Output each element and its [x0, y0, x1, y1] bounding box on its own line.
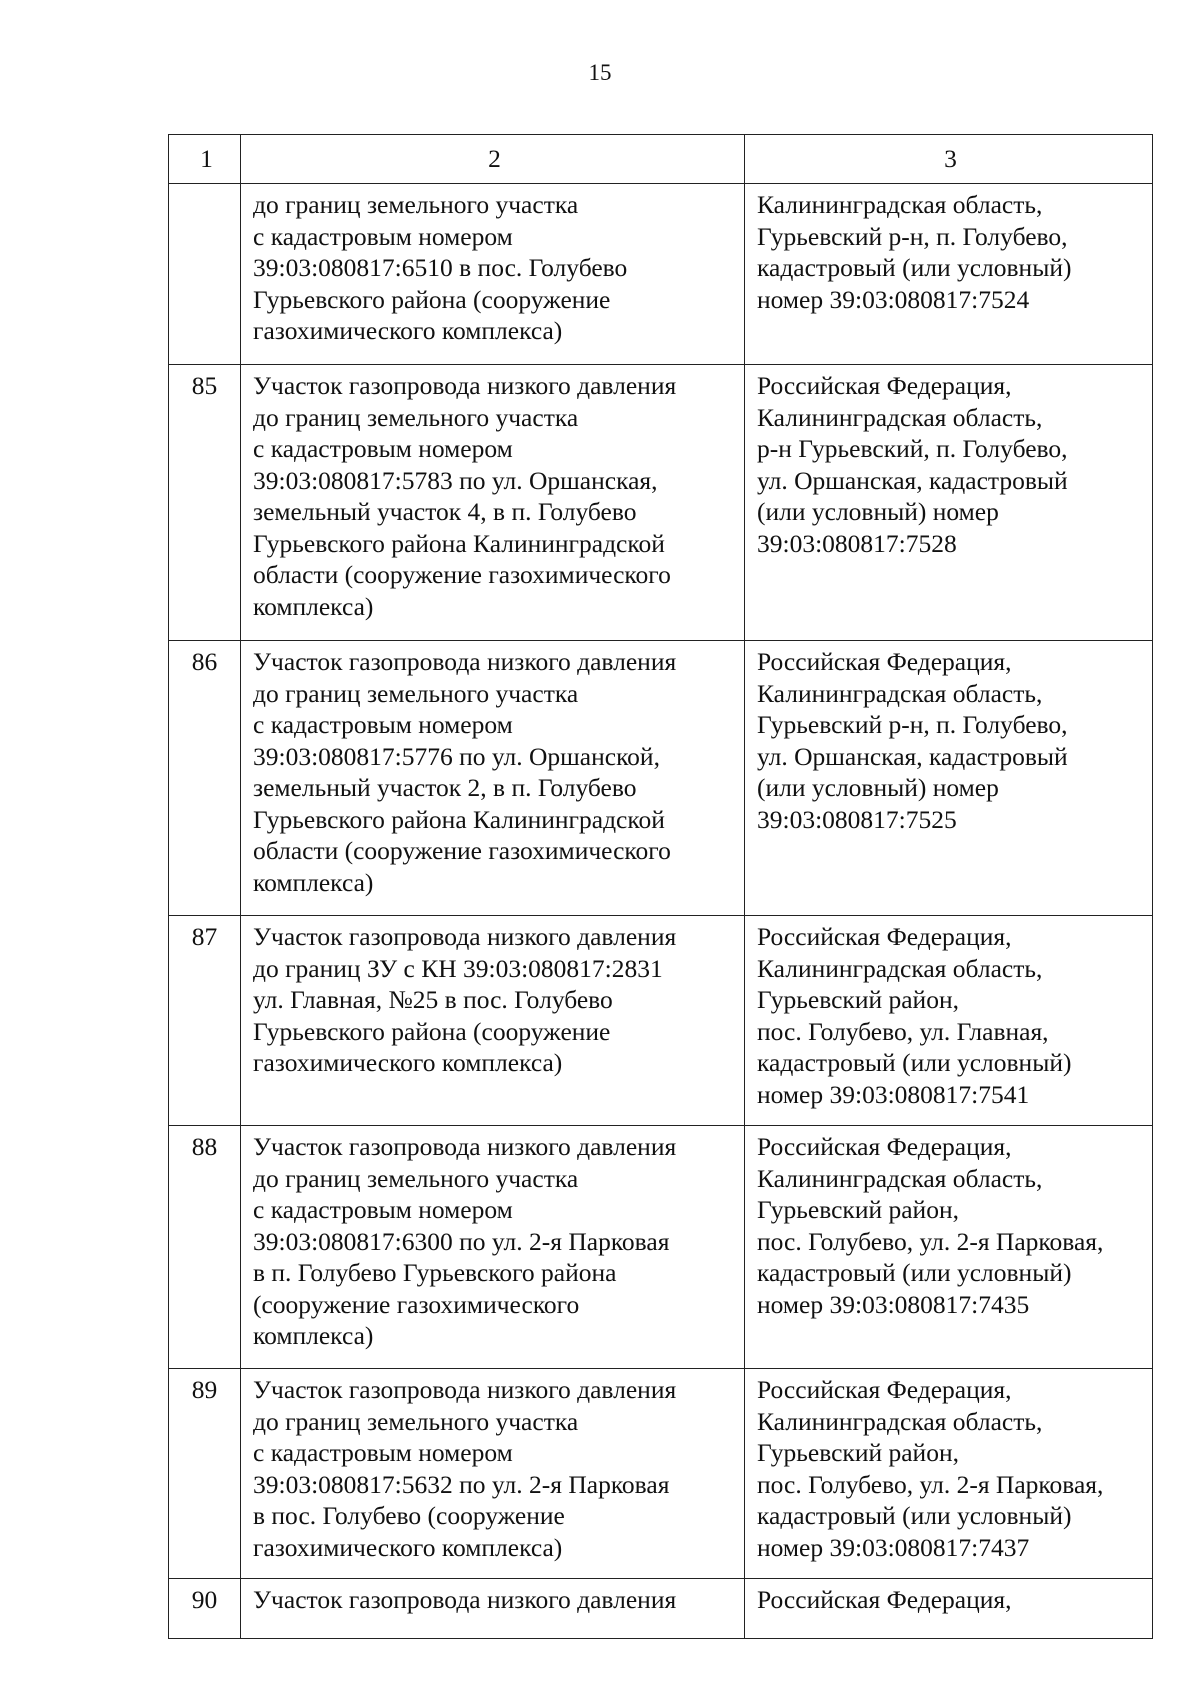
- page-number: 15: [588, 60, 612, 85]
- object-description: Участок газопровода низкого давления: [241, 1579, 745, 1639]
- table-header-row: [169, 135, 1153, 184]
- object-description: до границ земельного участка с кадастровым номером 39:03:080817:6510 в пос. Голубево Гурьевского района (сооружение газохимического комплекса): [241, 184, 745, 365]
- row-number: 85: [169, 365, 241, 641]
- object-description: Участок газопровода низкого давления до границ ЗУ с КН 39:03:080817:2831 ул. Главная, №25 в пос. Голубево Гурьевского района (сооружение газохимического комплекса): [241, 916, 745, 1126]
- table-row: [169, 184, 1153, 365]
- object-address: Российская Федерация, Калининградская область, р-н Гурьевский, п. Голубево, ул. Оршанская, кадастровый (или условный) номер 39:03:080817:7528: [745, 365, 1153, 641]
- object-address: Российская Федерация, Калининградская область, Гурьевский р-н, п. Голубево, ул. Оршанская, кадастровый (или условный) номер 39:03:080817:7525: [745, 641, 1153, 916]
- object-description: Участок газопровода низкого давления до границ земельного участка с кадастровым номером 39:03:080817:5632 по ул. 2-я Парковая в пос. Голубево (сооружение газохимического комплекса): [241, 1369, 745, 1579]
- header-cell-1: 1: [169, 135, 241, 184]
- object-address: Российская Федерация, Калининградская область, Гурьевский район, пос. Голубево, ул. 2-я Парковая, кадастровый (или условный) номер 39:03:080817:7437: [745, 1369, 1153, 1579]
- row-number: [169, 184, 241, 365]
- object-description: Участок газопровода низкого давления до границ земельного участка с кадастровым номером 39:03:080817:6300 по ул. 2-я Парковая в п. Голубево Гурьевского района (сооружение газохимического комплекса): [241, 1126, 745, 1369]
- row-number: 87: [169, 916, 241, 1126]
- row-number: 90: [169, 1579, 241, 1639]
- table-row: [169, 916, 1153, 1126]
- object-address: Российская Федерация, Калининградская область, Гурьевский район, пос. Голубево, ул. Главная, кадастровый (или условный) номер 39:03:080817:7541: [745, 916, 1153, 1126]
- row-number: 89: [169, 1369, 241, 1579]
- registry-table: [168, 134, 1153, 1639]
- table-row: [169, 641, 1153, 916]
- object-address: Российская Федерация, Калининградская область, Гурьевский район, пос. Голубево, ул. 2-я Парковая, кадастровый (или условный) номер 39:03:080817:7435: [745, 1126, 1153, 1369]
- table-row: [169, 1369, 1153, 1579]
- object-description: Участок газопровода низкого давления до границ земельного участка с кадастровым номером 39:03:080817:5783 по ул. Оршанская, земельный участок 4, в п. Голубево Гурьевского района Калининградской области (сооружение газохимического комплекса): [241, 365, 745, 641]
- row-number: 88: [169, 1126, 241, 1369]
- table-row: [169, 365, 1153, 641]
- table-row: [169, 1126, 1153, 1369]
- object-address: Российская Федерация,: [745, 1579, 1153, 1639]
- object-address: Калининградская область, Гурьевский р-н, п. Голубево, кадастровый (или условный) номер 39:03:080817:7524: [745, 184, 1153, 365]
- header-cell-3: 3: [745, 135, 1153, 184]
- object-description: Участок газопровода низкого давления до границ земельного участка с кадастровым номером 39:03:080817:5776 по ул. Оршанской, земельный участок 2, в п. Голубево Гурьевского района Калининградской области (сооружение газохимического комплекса): [241, 641, 745, 916]
- row-number: 86: [169, 641, 241, 916]
- header-cell-2: 2: [241, 135, 745, 184]
- table-row: [169, 1579, 1153, 1639]
